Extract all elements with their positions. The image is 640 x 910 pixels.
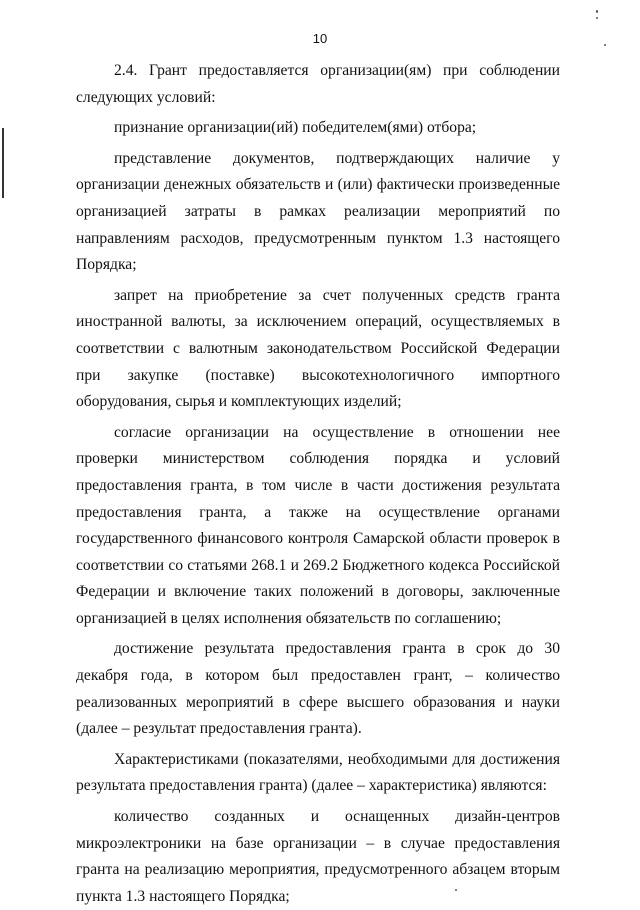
paragraph-characteristic-design-centers: количество созданных и оснащенных дизайн-центров микроэлектроники на базе организации – в случае предоставления гранта на реализацию мероприятия, предусмотренного абзацем вторым пункта 1.3 настоящего Порядка; bbox=[76, 808, 560, 905]
scan-speck bbox=[596, 10, 598, 13]
paragraph-clause-2-4: 2.4. Грант предоставляется организации(ям) при соблюдении следующих условий: bbox=[76, 62, 560, 106]
paragraph-condition-documents: представление документов, подтверждающих наличие у организации денежных обязательств и (или) фактически произведенные организацией затраты в рамках реализации мероприятий по направлениям расходов, предусмотренным пунктом 1.3 настоящего Порядка; bbox=[76, 149, 560, 274]
paragraph-condition-currency-ban: запрет на приобретение за счет полученных средств гранта иностранной валюты, за исключением операций, осуществляемых в соответствии с валютным законодательством Российской Федерации при закупке (поставке) высокотехнологичного импортного оборудования, сырья и комплектующих изделий; bbox=[76, 286, 560, 411]
document-body bbox=[76, 58, 560, 910]
paragraph-condition-result: достижение результата предоставления гранта в срок до 30 декабря года, в котором был предоставлен грант, – количество реализованных мероприятий в сфере высшего образования и науки (далее – результат предоставления гранта). bbox=[76, 640, 560, 738]
scan-speck bbox=[596, 17, 598, 19]
paragraph-condition-audit-consent: согласие организации на осуществление в отношении нее проверки министерством соблюдения порядка и условий предоставления гранта, в том числе в части достижения результата предоставления гранта, а также на осуществление органами государственного финансового контроля Самарской области проверок в соответствии со статьями 268.1 и 269.2 Бюджетного кодекса Российской Федерации и включение таких положений в договоры, заключенные организацией в целях исполнения обязательств по соглашению; bbox=[76, 423, 560, 627]
scan-margin-mark bbox=[2, 128, 4, 198]
scan-speck bbox=[604, 44, 606, 46]
paragraph-condition-selection: признание организации(ий) победителем(ями) отбора; bbox=[114, 119, 477, 137]
paragraph-characteristics-intro: Характеристиками (показателями, необходимыми для достижения результата предоставления гранта) (далее – характеристика) являются: bbox=[76, 750, 560, 795]
page-number: 10 bbox=[312, 31, 328, 46]
